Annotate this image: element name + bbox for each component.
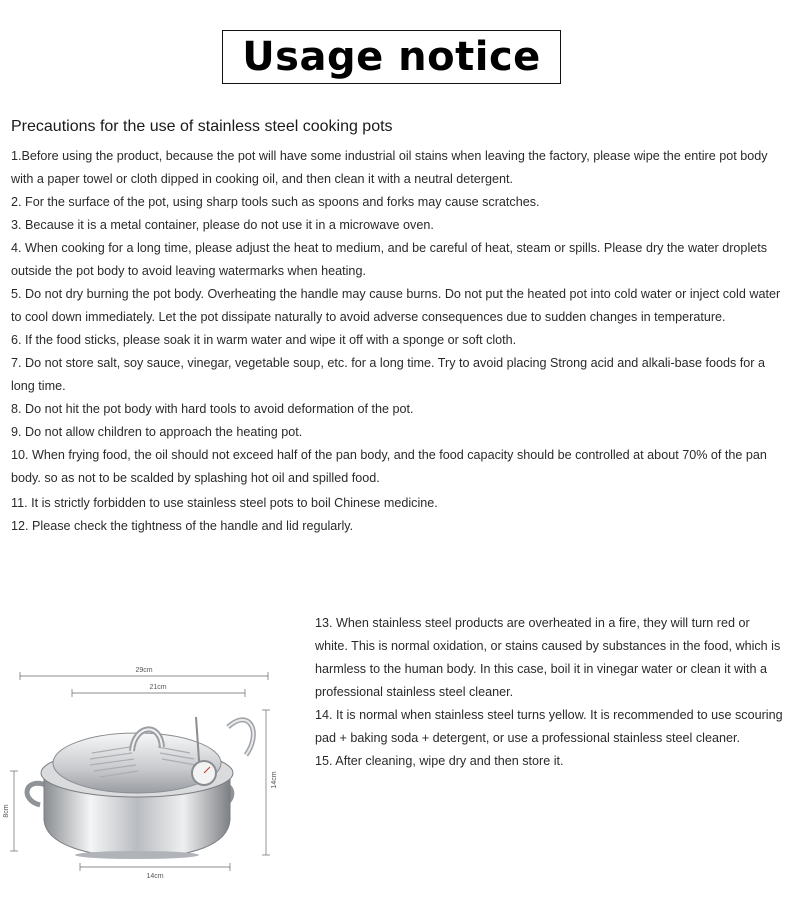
dimension-21cm [72, 684, 245, 697]
dimension-label: 21cm [149, 684, 167, 691]
notice-item: 11. It is strictly forbidden to use stainless steel pots to boil Chinese medicine. [11, 496, 438, 510]
dimension-label: 14cm [146, 873, 164, 880]
pot-illustration [27, 717, 253, 859]
notice-item: 7. Do not store salt, soy sauce, vinegar, vegetable soup, etc. for a long time. Try to avoid placing Strong acid and alkali-base foods for a long time. [11, 356, 765, 393]
notice-list [11, 145, 781, 538]
dimension-14cm-height [262, 710, 278, 855]
notice-item: 2. For the surface of the pot, using sharp tools such as spoons and forks may cause scratches. [11, 195, 540, 209]
notice-item: 10. When frying food, the oil should not exceed half of the pan body, and the food capacity should be controlled at about 70% of the pan body. so as not to be scalded by splashing hot oil and spilled food. [11, 448, 767, 485]
notice-item: 1.Before using the product, because the pot will have some industrial oil stains when leaving the factory, please wipe the entire pot body with a paper towel or cloth dipped in cooking oil, and then clean it with a neutral detergent. [11, 149, 768, 186]
dimension-label: 14cm [271, 771, 278, 789]
notice-item: 5. Do not dry burning the pot body. Overheating the handle may cause burns. Do not put the heated pot into cold water or inject cold water to cool down immediately. Let the pot dissipate naturally to avoid adverse consequences due to sudden changes in temperature. [11, 287, 781, 324]
notice-item: 4. When cooking for a long time, please adjust the heat to medium, and be careful of heat, steam or spills. Please dry the water droplets outside the pot body to avoid leaving watermarks when heating. [11, 241, 768, 278]
notice-item: 9. Do not allow children to approach the heating pot. [11, 425, 303, 439]
notice-item: 13. When stainless steel products are overheated in a fire, they will turn red or white. This is normal oxidation, or stains caused by substances in the food, which is harmless to the human body. In this case, boil it in vinegar water or clean it with a professional stainless steel cleaner. [315, 616, 781, 699]
notice-item: 14. It is normal when stainless steel turns yellow. It is recommended to use scouring pad + baking soda + detergent, or use a professional stainless steel cleaner. [315, 708, 783, 745]
notice-item: 15. After cleaning, wipe dry and then store it. [315, 754, 564, 768]
pot-dimension-figure [0, 655, 290, 885]
title-box [222, 30, 561, 84]
notice-item: 3. Because it is a metal container, please do not use it in a microwave oven. [11, 218, 434, 232]
notice-item: 8. Do not hit the pot body with hard tools to avoid deformation of the pot. [11, 402, 414, 416]
dimension-label: 8cm [3, 804, 10, 818]
notice-item: 12. Please check the tightness of the handle and lid regularly. [11, 519, 354, 533]
notice-item: 6. If the food sticks, please soak it in warm water and wipe it off with a sponge or soft cloth. [11, 333, 517, 347]
section-heading: Precautions for the use of stainless steel cooking pots [11, 118, 393, 135]
dimension-29cm [20, 667, 268, 680]
dimension-8cm-height [3, 771, 18, 851]
dimension-14cm-base [80, 863, 230, 880]
page-title: Usage notice [242, 34, 541, 80]
dimension-label: 29cm [135, 667, 153, 674]
notice-list-continued [315, 612, 785, 773]
